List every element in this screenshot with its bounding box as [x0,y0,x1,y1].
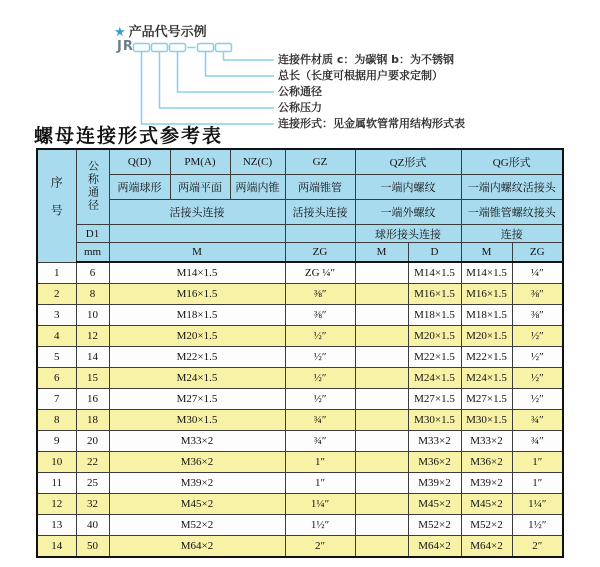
cell-qz-d: M18×1.5 [408,305,461,326]
cell-qz-d: M52×2 [408,515,461,536]
cell-qg-zg: ½″ [512,347,563,368]
cell-m: M18×1.5 [109,305,285,326]
cell-dn: 10 [76,305,109,326]
cell-qz-d: M16×1.5 [408,284,461,305]
header-unit-m: M [109,243,285,263]
cell-zg: ⅜″ [285,305,355,326]
cell-qg-zg: ¾″ [512,431,563,452]
header-d1-empty-gz [285,225,355,243]
header-row-codes [37,149,563,175]
table-row [37,262,563,284]
cell-dn: 20 [76,431,109,452]
table-row [37,515,563,536]
cell-dn: 15 [76,368,109,389]
cell-qg-m: M18×1.5 [461,305,512,326]
cell-qz-m [355,347,408,368]
cell-qz-m [355,284,408,305]
header-qg-thread-out: 一端锥管螺纹接头 [461,200,563,225]
cell-m: M16×1.5 [109,284,285,305]
cell-qg-m: M39×2 [461,473,512,494]
header-row-ends [37,175,563,200]
cell-zg: ZG ¼″ [285,262,355,284]
cell-qg-m: M36×2 [461,452,512,473]
table-row [37,326,563,347]
cell-zg: ¾″ [285,410,355,431]
cell-qg-zg: 1¼″ [512,494,563,515]
header-seq: 序号 [37,149,76,262]
header-qg-sub-zg: ZG [512,243,563,263]
header-ends-gz: 两端锥管 [285,175,355,200]
cell-qz-m [355,326,408,347]
cell-qg-zg: ½″ [512,389,563,410]
cell-seq: 3 [37,305,76,326]
cell-qg-m: M64×2 [461,536,512,558]
cell-m: M22×1.5 [109,347,285,368]
cell-dn: 50 [76,536,109,558]
nut-connection-table [36,148,564,558]
header-d1-empty-m [109,225,285,243]
cell-m: M45×2 [109,494,285,515]
cell-qz-m [355,452,408,473]
leader-line-diameter [178,52,275,92]
product-code-prefix: JR [117,39,134,54]
cell-dn: 12 [76,326,109,347]
cell-dn: 8 [76,284,109,305]
cell-seq: 12 [37,494,76,515]
header-code-qz: QZ形式 [355,149,461,175]
cell-qz-m [355,536,408,558]
header-qz-sub-d: D [408,243,461,263]
cell-qz-d: M14×1.5 [408,262,461,284]
cell-seq: 10 [37,452,76,473]
cell-qz-d: M24×1.5 [408,368,461,389]
table-row [37,368,563,389]
cell-m: M30×1.5 [109,410,285,431]
table-body [37,262,563,557]
cell-seq: 9 [37,431,76,452]
cell-dn: 25 [76,473,109,494]
table-row [37,410,563,431]
annotation-material: 连接件材质 c：为碳钢 b：为不锈钢 [278,53,455,66]
header-row-connection [37,200,563,225]
leader-line-material [224,52,275,60]
cell-qg-zg: ½″ [512,326,563,347]
code-box-3 [170,44,186,52]
cell-qg-m: M14×1.5 [461,262,512,284]
table-row [37,284,563,305]
leader-line-length [206,52,275,76]
cell-qg-m: M20×1.5 [461,326,512,347]
cell-qg-m: M45×2 [461,494,512,515]
cell-seq: 6 [37,368,76,389]
cell-dn: 18 [76,410,109,431]
header-qz-ball-connection: 球形接头连接 [355,225,461,243]
cell-dn: 14 [76,347,109,368]
cell-zg: 2″ [285,536,355,558]
cell-qg-m: M27×1.5 [461,389,512,410]
cell-zg: 1″ [285,452,355,473]
cell-qg-zg: 1″ [512,473,563,494]
header-qz-thread-out: 一端外螺纹 [355,200,461,225]
cell-qz-m [355,305,408,326]
annotation-length: 总长（长度可根据用户要求定制） [278,69,443,82]
cell-dn: 6 [76,262,109,284]
cell-m: M20×1.5 [109,326,285,347]
header-unit-zg: ZG [285,243,355,263]
cell-m: M39×2 [109,473,285,494]
cell-dn: 22 [76,452,109,473]
table-title: 螺母连接形式参考表 [34,125,224,147]
cell-zg: 1¼″ [285,494,355,515]
header-code-nz: NZ(C) [230,149,285,175]
table-row [37,452,563,473]
annotation-connection: 连接形式：见金属软管常用结构形式表 [278,117,465,130]
code-box-2 [152,44,168,52]
cell-zg: 1″ [285,473,355,494]
cell-seq: 13 [37,515,76,536]
header-row-d1 [37,225,563,243]
cell-qz-m [355,473,408,494]
cell-qz-m [355,410,408,431]
cell-zg: ½″ [285,326,355,347]
cell-zg: 1½″ [285,515,355,536]
cell-m: M36×2 [109,452,285,473]
table-row [37,389,563,410]
table-row [37,431,563,452]
cell-dn: 40 [76,515,109,536]
table-row [37,347,563,368]
cell-qg-m: M30×1.5 [461,410,512,431]
cell-qg-zg: 2″ [512,536,563,558]
header-mm: mm [76,243,109,263]
cell-dn: 32 [76,494,109,515]
cell-qg-m: M16×1.5 [461,284,512,305]
cell-seq: 1 [37,262,76,284]
cell-seq: 7 [37,389,76,410]
cell-zg: ½″ [285,389,355,410]
header-row-units [37,243,563,263]
cell-m: M24×1.5 [109,368,285,389]
cell-qg-zg: 1½″ [512,515,563,536]
header-qg-sub-m: M [461,243,512,263]
table-header [37,149,563,262]
cell-qg-m: M33×2 [461,431,512,452]
cell-qg-zg: 1″ [512,452,563,473]
header-dn: 公称通径 [76,149,109,225]
cell-m: M64×2 [109,536,285,558]
cell-qz-d: M22×1.5 [408,347,461,368]
header-gz-connection: 活接头连接 [285,200,355,225]
cell-zg: ½″ [285,368,355,389]
cell-qg-zg: ¼″ [512,262,563,284]
header-code-qd: Q(D) [109,149,170,175]
header-d1: D1 [76,225,109,243]
cell-qz-m [355,389,408,410]
cell-seq: 11 [37,473,76,494]
cell-m: M33×2 [109,431,285,452]
header-code-pm: PM(A) [170,149,230,175]
cell-qz-m [355,368,408,389]
cell-qg-zg: ⅜″ [512,305,563,326]
leader-line-connform [142,52,275,124]
header-ends-pm: 两端平面 [170,175,230,200]
cell-qz-m [355,262,408,284]
table-row [37,305,563,326]
cell-qz-d: M33×2 [408,431,461,452]
cell-m: M14×1.5 [109,262,285,284]
cell-qz-m [355,431,408,452]
cell-qg-m: M24×1.5 [461,368,512,389]
cell-zg: ½″ [285,347,355,368]
cell-qz-d: M36×2 [408,452,461,473]
cell-qg-m: M22×1.5 [461,347,512,368]
header-qz-thread-in: 一端内螺纹 [355,175,461,200]
table-row [37,473,563,494]
cell-dn: 16 [76,389,109,410]
annotation-pressure: 公称压力 [278,101,322,114]
cell-qg-zg: ⅜″ [512,284,563,305]
header-code-gz: GZ [285,149,355,175]
cell-qz-d: M27×1.5 [408,389,461,410]
cell-seq: 5 [37,347,76,368]
cell-qz-m [355,494,408,515]
cell-zg: ¾″ [285,431,355,452]
cell-qz-d: M45×2 [408,494,461,515]
cell-m: M27×1.5 [109,389,285,410]
cell-qz-d: M30×1.5 [408,410,461,431]
cell-seq: 8 [37,410,76,431]
cell-qz-d: M64×2 [408,536,461,558]
header-qz-sub-m: M [355,243,408,263]
header-ends-nz: 两端内锥 [230,175,285,200]
cell-m: M52×2 [109,515,285,536]
cell-qg-zg: ¾″ [512,410,563,431]
star-icon: ★ [114,25,126,40]
header-ends-qd: 两端球形 [109,175,170,200]
cell-qz-d: M39×2 [408,473,461,494]
code-box-4 [198,44,214,52]
header-qg-thread-in: 一端内螺纹活接头 [461,175,563,200]
cell-seq: 2 [37,284,76,305]
cell-qg-m: M52×2 [461,515,512,536]
code-box-1 [134,44,150,52]
product-code-heading-text: 产品代号示例 [128,25,207,40]
cell-qz-m [355,515,408,536]
header-code-qg: QG形式 [461,149,563,175]
cell-zg: ⅜″ [285,284,355,305]
header-qg-connection: 连接 [461,225,563,243]
header-union-connection: 活接头连接 [109,200,285,225]
annotation-diameter: 公称通径 [278,85,322,98]
cell-seq: 4 [37,326,76,347]
cell-seq: 14 [37,536,76,558]
code-box-5 [216,44,232,52]
cell-qg-zg: ½″ [512,368,563,389]
table-row [37,536,563,558]
cell-qz-d: M20×1.5 [408,326,461,347]
table-row [37,494,563,515]
annotation-list [278,52,465,132]
